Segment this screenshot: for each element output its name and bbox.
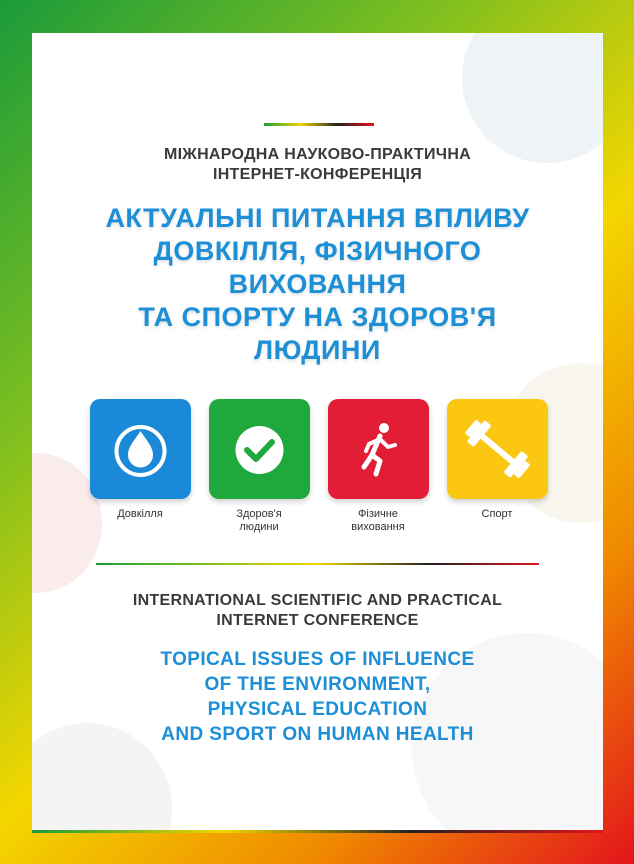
checkmark-icon: [209, 399, 310, 499]
running-person-icon: [328, 399, 429, 499]
en-title-line: OF THE ENVIRONMENT,: [204, 674, 431, 695]
top-divider: [264, 123, 374, 126]
en-subtitle-line2: INTERNET CONFERENCE: [216, 612, 419, 629]
ua-title-line: ЛЮДИНИ: [254, 335, 381, 365]
tile-label-physical-education: Фізичне виховання: [351, 508, 405, 533]
tile-human-health: [209, 399, 310, 499]
decorative-circle: [462, 33, 603, 163]
ua-title-line: АКТУАЛЬНІ ПИТАННЯ ВПЛИВУ: [105, 203, 530, 233]
middle-divider: [96, 563, 539, 565]
bottom-divider: [32, 830, 603, 833]
en-subtitle-line1: INTERNATIONAL SCIENTIFIC AND PRACTICAL: [132, 592, 503, 609]
en-title-line: AND SPORT ON HUMAN HEALTH: [161, 724, 474, 745]
poster-card: [32, 33, 603, 833]
ua-subtitle-line2: ІНТЕРНЕТ-КОНФЕРЕНЦІЯ: [212, 166, 423, 183]
tile-label-environment: Довкілля: [117, 508, 163, 520]
en-title-line: PHYSICAL EDUCATION: [207, 699, 428, 720]
tile-environment: [90, 399, 191, 499]
dumbbell-icon: [447, 399, 548, 499]
ua-subtitle-line1: МІЖНАРОДНА НАУКОВО-ПРАКТИЧНА: [163, 146, 472, 163]
ua-title-line: ТА СПОРТУ НА ЗДОРОВ'Я: [138, 302, 497, 332]
en-title-line: TOPICAL ISSUES OF INFLUENCE: [160, 649, 475, 670]
ua-title-line: ДОВКІЛЛЯ, ФІЗИЧНОГО: [153, 236, 482, 266]
tile-sport: [447, 399, 548, 499]
tile-physical-education: [328, 399, 429, 499]
ua-title-line: ВИХОВАННЯ: [228, 269, 407, 299]
tile-label-human-health: Здоров'я людини: [236, 508, 282, 533]
water-drop-icon: [90, 399, 191, 499]
tile-label-sport: Спорт: [481, 508, 513, 520]
